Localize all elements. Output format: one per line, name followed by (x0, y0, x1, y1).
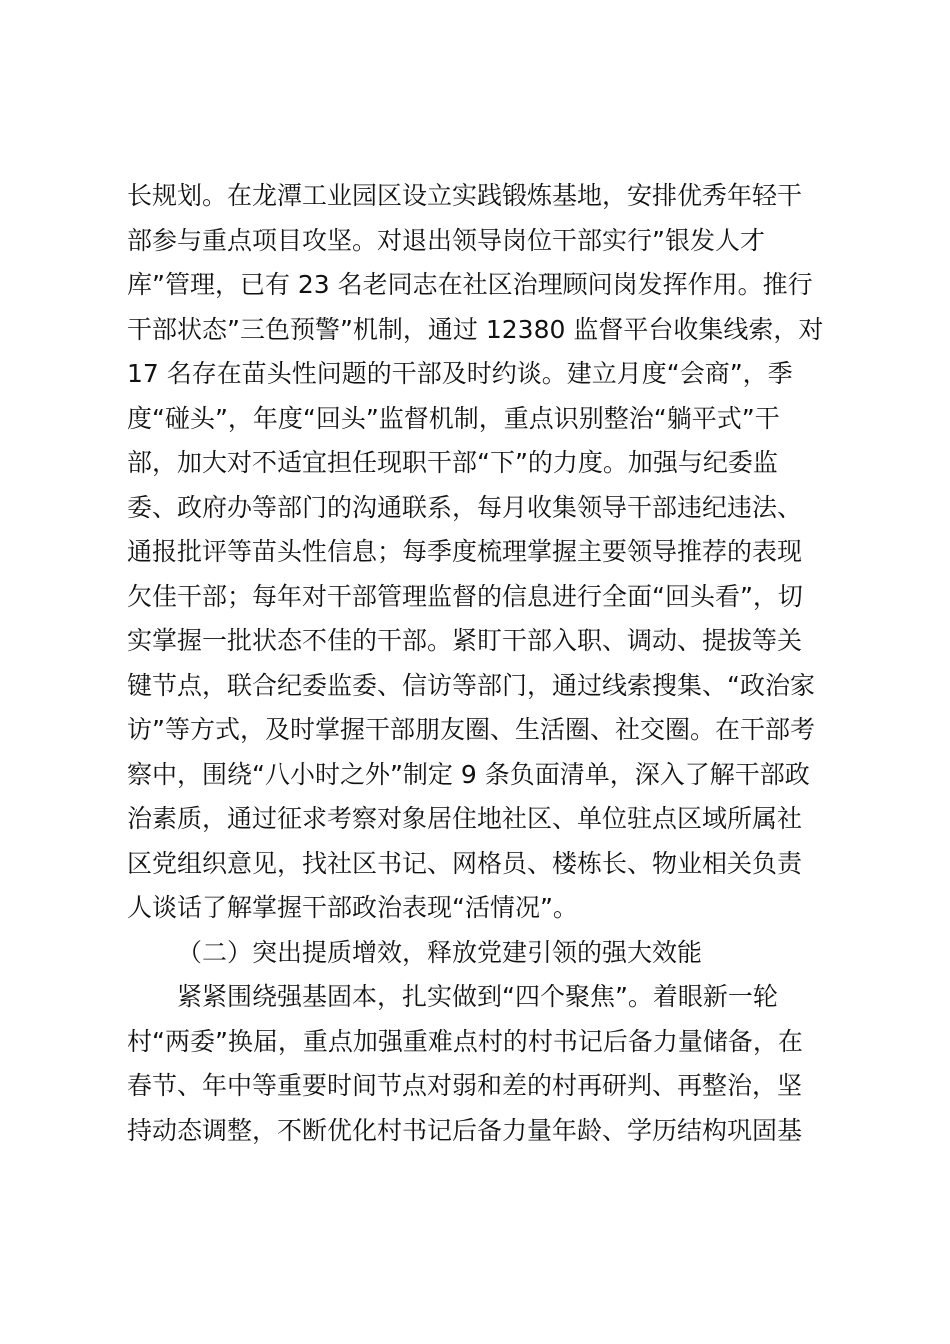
text-line: 实掌握一批状态不佳的干部。紧盯干部入职、调动、提拔等关 (127, 626, 803, 655)
section-heading: （二）突出提质增效，释放党建引领的强大效能 (177, 937, 703, 967)
text-line: 部，加大对不适宜担任现职干部“下”的力度。加强与纪委监 (127, 448, 778, 477)
text-line: 村“两委”换届，重点加强重难点村的村书记后备力量储备，在 (127, 1026, 803, 1056)
text-line: 委、政府办等部门的沟通联系，每月收集领导干部违纪违法、 (127, 492, 803, 522)
text-line: 键节点，联合纪委监委、信访等部门，通过线索搜集、“政治家 (127, 670, 815, 700)
text-line: 春节、年中等重要时间节点对弱和差的村再研判、再整治，坚 (127, 1071, 803, 1100)
text-line: 17 名存在苗头性问题的干部及时约谈。建立月度“会商”，季 (127, 359, 793, 388)
text-line: 治素质，通过征求考察对象居住地社区、单位驻点区域所属社 (127, 804, 803, 833)
text-line: 欠佳干部；每年对干部管理监督的信息进行全面“回头看”，切 (127, 581, 803, 611)
text-line: 长规划。在龙潭工业园区设立实践锻炼基地，安排优秀年轻干 (127, 181, 803, 210)
text-line: 库”管理，已有 23 名老同志在社区治理顾问岗发挥作用。推行 (127, 270, 813, 299)
text-line: 部参与重点项目攻坚。对退出领导岗位干部实行”银发人才 (127, 225, 765, 255)
text-line: 持动态调整，不断优化村书记后备力量年龄、学历结构巩固基 (127, 1115, 803, 1145)
text-line: 访”等方式，及时掌握干部朋友圈、生活圈、社交圈。在干部考 (127, 715, 815, 744)
text-line: 区党组织意见，找社区书记、网格员、楼栋长、物业相关负责 (127, 848, 803, 878)
paragraph-start-line: 紧紧围绕强基固本，扎实做到“四个聚焦”。着眼新一轮 (177, 982, 778, 1011)
text-line: 干部状态”三色预警”机制，通过 12380 监督平台收集线索，对 (127, 314, 824, 344)
text-line: 察中，围绕“八小时之外”制定 9 条负面清单，深入了解干部政 (127, 759, 810, 789)
text-line: 度“碰头”，年度“回头”监督机制，重点识别整治“躺平式”干 (127, 403, 780, 433)
text-line: 人谈话了解掌握干部政治表现“活情况”。 (127, 893, 578, 922)
text-line: 通报批评等苗头性信息；每季度梳理掌握主要领导推荐的表现 (127, 537, 803, 566)
body-text (127, 174, 837, 1153)
